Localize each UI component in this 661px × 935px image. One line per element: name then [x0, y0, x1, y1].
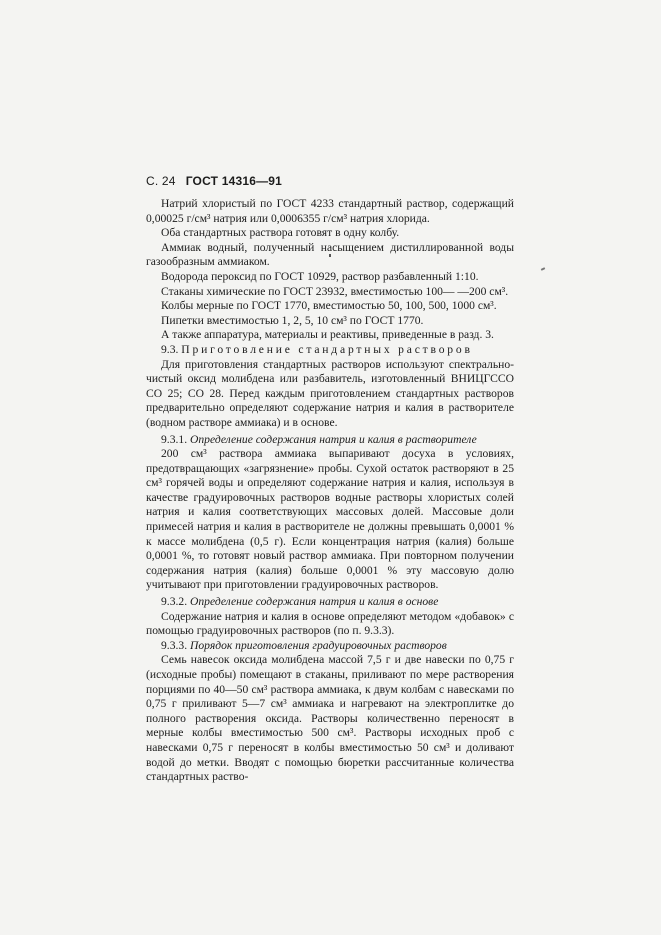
- paragraph-flasks: Колбы мерные по ГОСТ 1770, вместимостью 50, 100, 500, 1000 см³.: [161, 299, 497, 313]
- section-title: Порядок приготовления градуировочных растворов: [190, 638, 447, 652]
- section-heading-9-3-3: [146, 639, 514, 654]
- paragraph-both-solutions: Оба стандартных раствора готовят в одну колбу.: [161, 226, 400, 240]
- paragraph-sodium-chloride: Натрий хлористый по ГОСТ 4233 стандартный раствор, содержащий 0,00025 г/см³ натрия или 0,0006355 г/см³ натрия хлорида.: [146, 197, 514, 225]
- standard-code: ГОСТ 14316—91: [185, 174, 283, 188]
- page-number: С. 24: [146, 174, 176, 188]
- section-heading-9-3: [146, 343, 514, 358]
- section-heading-9-3-1: [146, 433, 514, 448]
- paragraph-peroxide: Водорода пероксид по ГОСТ 10929, раствор разбавленный 1:10.: [161, 269, 479, 283]
- scan-mark: [541, 267, 545, 271]
- section-title: Определение содержания натрия и калия в основе: [190, 595, 439, 609]
- paragraph-ammonia: Аммиак водный, полученный насыщением дистиллированной воды газообразным аммиаком.: [146, 240, 514, 269]
- paragraph-preparation: Для приготовления стандартных растворов используют спектрально-чистый оксид молибдена или разбавитель, изготовленный ВНИЦГССО СО 25; СО 28. Перед каждым приготовлением стандартных растворов предварительно определяют содержание натрия и калия в растворителе (водном растворе аммиака) и в основе.: [146, 357, 514, 429]
- section-number: 9.3.2.: [161, 595, 188, 609]
- paragraph-base: Содержание натрия и калия в основе определяют методом «добавок» с помощью градуировочных растворов (по п. 9.3.3).: [146, 609, 514, 638]
- section-number: 9.3.3.: [161, 638, 188, 652]
- paragraph-pipettes: Пипетки вместимостью 1, 2, 5, 10 см³ по ГОСТ 1770.: [161, 313, 424, 327]
- page-header: [146, 174, 282, 188]
- paragraph-procedure: Семь навесок оксида молибдена массой 7,5 г и две навески по 0,75 г (исходные пробы) помещают в стаканы, приливают по мере растворения порциями по 40—50 см³ раствора аммиака, к двум колбам с навесками по 0,75 г приливают 5—7 см³ аммиака и нагревают на электроплитке до полного растворения оксида. Растворы количественно переносят в мерные колбы вместимостью 500 см³. Растворы исходных проб с навесками 0,75 г переносят в колбы вместимостью 50 см³ и доливают водой до метки. Вводят с помощью бюретки рассчитанные количества стандартных раство-: [146, 653, 514, 784]
- section-number: 9.3.1.: [161, 432, 188, 446]
- section-title: Приготовление стандартных растворов: [181, 342, 473, 356]
- paragraph-also: А также аппаратура, материалы и реактивы, приведенные в разд. 3.: [161, 328, 494, 342]
- section-heading-9-3-2: [146, 595, 514, 610]
- section-title: Определение содержания натрия и калия в растворителе: [190, 432, 477, 446]
- section-number: 9.3.: [161, 342, 179, 356]
- paragraph-solvent: 200 см³ раствора аммиака выпаривают досуха в условиях, предотвращающих «загрязнение» пробы. Сухой остаток растворяют в 25 см³ горячей воды и определяют содержание натрия и калия, используя в качестве градуировочных растворов водные растворы хлористых солей натрия и калия соответствующих массовых долей. Массовые доли примесей натрия и калия в растворителе не должны превышать 0,0001 % к массе молибдена (0,5 г). Если концентрация натрия (калия) больше 0,0001 %, то готовят новый раствор аммиака. При повторном получении содержания натрия (калия) больше 0,0001 % эту массовую долю учитывают при приготовлении градуировочных растворов.: [146, 447, 514, 592]
- body-text: [146, 197, 514, 785]
- paragraph-beakers: Стаканы химические по ГОСТ 23932, вместимостью 100— —200 см³.: [161, 284, 509, 298]
- scan-speck: [329, 254, 331, 257]
